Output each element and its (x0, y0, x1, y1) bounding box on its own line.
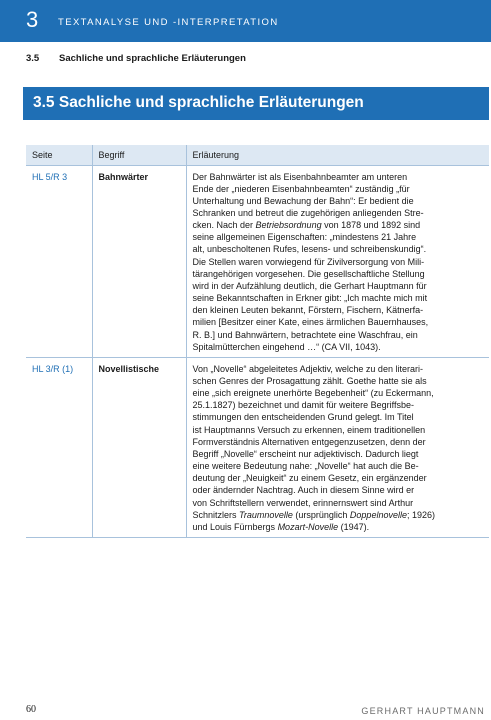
explanation-line: wird in der Aufzählung deutlich, die Gerhart Hauptmann für (192, 280, 427, 291)
page-reference-cell (26, 357, 92, 537)
explanation-line: ist Hauptmanns Versuch zu erkennen, einem traditionellen (192, 424, 426, 435)
section-heading-bar (23, 87, 489, 120)
page-reference: HL 5/R 3 (32, 171, 68, 182)
subsection-number: 3.5 (26, 53, 40, 64)
explanation-line: eine „sich ereignete unerhörte Begebenheit“ (zu Eckermann, (192, 388, 434, 399)
column-header-seite: Seite (26, 145, 92, 165)
explanation-line: Schnitzlers Traumnovelle (ursprünglich Doppelnovelle; 1926) (192, 509, 435, 520)
column-header-erlaeuterung: Erläuterung (186, 145, 489, 165)
table-header-row (26, 145, 489, 165)
explanation-line: Der Bahnwärter ist als Eisenbahnbeamter am unteren (192, 171, 408, 182)
explanation-line: deutung der „Neuigkeit“ zu einem Gesetz, ein ergänzender (192, 473, 427, 484)
explanation-line: cken. Nach der Betriebsordnung von 1878 und 1892 sind (192, 220, 421, 231)
chapter-title: TEXTANALYSE UND -INTERPRETATION (58, 17, 279, 28)
explanation-line: Schranken und betreut die zugehörigen anliegenden Stre- (192, 207, 424, 218)
table-row (26, 165, 489, 357)
explanation-line: 25.1.1827) bezeichnet und damit für weitere Begriffsbe- (192, 400, 414, 411)
explanation-line: den kleinen Leuten bekannt, Förstern, Fischern, Kätnerfa- (192, 305, 424, 316)
term: Bahnwärter (98, 171, 149, 182)
explanation-line: Die Stellen waren vorwiegend für Zivilversorgung von Mili- (192, 256, 425, 267)
explanation-line: eine weitere Bedeutung nahe: „Novelle“ hat auch die Be- (192, 461, 419, 472)
chapter-number: 3 (26, 7, 39, 32)
explanation-line: alt, unbescholtenen Rufes, lesens- und schreibenskundig“. (192, 244, 427, 255)
page-reference: HL 3/R (1) (32, 363, 74, 374)
explanation-line: Ende der „niederen Eisenbahnbeamten“ zuständig „für (192, 183, 410, 194)
explanation-line: und Louis Fürnbergs Mozart-Novelle (1947). (192, 521, 370, 532)
page-reference-cell (26, 165, 92, 357)
explanation-line: von Schriftstellern verwendet, erinnernswert sind Arthur (192, 497, 414, 508)
term: Novellistische (98, 363, 160, 374)
explanation-line: Begriff „Novelle“ erscheint nur adjektivisch. Dadurch liegt (192, 448, 419, 459)
explanation-line: schen Genres der Prosagattung zählt. Goethe hatte sie als (192, 376, 427, 386)
column-header-begriff: Begriff (92, 145, 186, 165)
explanation-line: tärangehörigen vorgesehen. Die gesellschaftliche Stellung (192, 268, 425, 279)
explanation-line: Spitalmütterchen eingehend …“ (CA VII, 1043). (192, 341, 381, 352)
explanation-line: Formverständnis Alternativen entgegenzusetzen, denn der (192, 436, 426, 447)
explanation-line: seine allgemeinen Eigenschaften: „mindestens 21 Jahre (192, 232, 417, 243)
explanation-text (193, 171, 484, 353)
explanation-line: oder ändernder Nachtrag. Auch in diesem Sinne wird er (192, 485, 415, 496)
explanation-line: stimmungen den entscheidenden Grund gelegt. Im Titel (192, 412, 414, 423)
subsection-title: Sachliche und sprachliche Erläuterungen (59, 53, 246, 64)
section-title: 3.5 Sachliche und sprachliche Erläuterungen (33, 94, 364, 111)
chapter-header-band (0, 0, 491, 42)
explanation-line: R. B.] und Bahnwärtern, betrachtete eine Waschfrau, ein (192, 329, 418, 340)
running-footer-author: GERHART HAUPTMANN (361, 706, 485, 716)
explanation-line: seine Bekanntschaften in Erkner gibt: „Ich machte mich mit (192, 293, 428, 304)
explanations-table (26, 145, 489, 538)
explanation-cell (186, 165, 489, 357)
explanation-text (193, 363, 484, 533)
table-row (26, 357, 489, 537)
explanation-line: Von „Novelle“ abgeleitetes Adjektiv, welche zu den literari- (192, 363, 423, 374)
term-cell (92, 357, 186, 537)
page-number: 60 (26, 704, 36, 715)
explanation-cell (186, 357, 489, 537)
explanation-line: Unterhaltung und Bewachung der Bahn“: Er bedient die (192, 195, 414, 206)
term-cell (92, 165, 186, 357)
explanation-line: milien [Besitzer einer Kate, eines ärmlichen Bauernhauses, (192, 317, 429, 328)
